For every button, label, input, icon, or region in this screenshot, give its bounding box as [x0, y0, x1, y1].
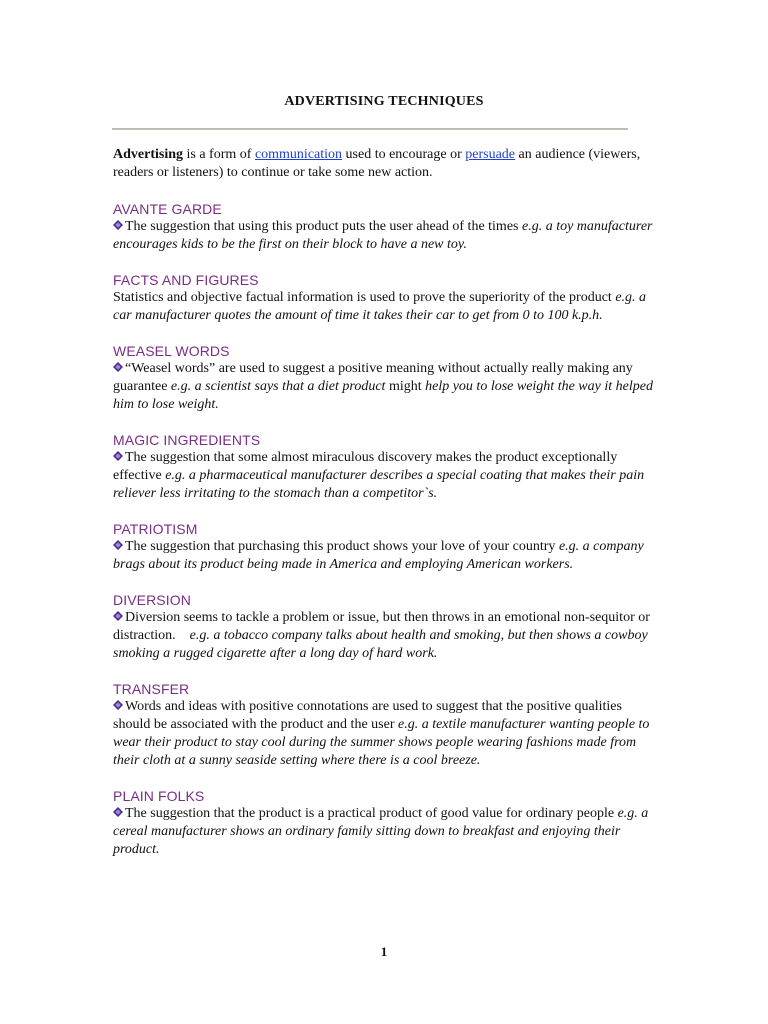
diamond-bullet-icon	[113, 451, 123, 461]
section-heading: PLAIN FOLKS	[113, 788, 205, 804]
section-example: e.g. a cereal manufacturer shows an ordinary family sitting down to breakfast and enjoying their product.	[113, 806, 649, 857]
section-avante-garde	[113, 200, 658, 254]
persuade-link[interactable]: persuade	[465, 147, 516, 162]
intro-term: Advertising	[113, 147, 183, 162]
title-divider	[112, 128, 628, 130]
section-description: Diversion seems to tackle a problem or issue, but then throws in an emotional non-sequitor or distraction.	[113, 610, 654, 643]
section-heading: TRANSFER	[113, 681, 190, 697]
section-magic-ingredients	[113, 431, 658, 503]
intro-text-1: is a form of	[183, 147, 255, 162]
section-example: e.g. a pharmaceutical manufacturer describes a special coating that makes their pain reliever less irritating to the stomach than a competitor`s.	[113, 468, 645, 501]
section-connector: might	[385, 379, 426, 394]
section-text	[113, 360, 658, 414]
page-number: 1	[380, 944, 388, 959]
section-description: Words and ideas with positive connotations are used to suggest that the positive qualities should be associated with the product and the user	[113, 699, 622, 732]
section-text	[113, 698, 658, 770]
diamond-bullet-icon	[113, 362, 123, 372]
section-example: e.g. a textile manufacturer wanting people to wear their product to stay cool during the summer shows people wearing fashions made from their cloth at a sunny seaside setting where there is a cool breeze.	[113, 717, 650, 768]
diamond-bullet-icon	[113, 807, 123, 817]
diamond-bullet-icon	[113, 700, 123, 710]
section-patriotism	[113, 520, 658, 574]
diamond-bullet-icon	[113, 540, 123, 550]
section-example: e.g. a toy manufacturer encourages kids to be the first on their block to have a new toy.	[113, 219, 653, 252]
section-text	[113, 218, 658, 254]
section-example: e.g. a company brags about its product being made in America and employing American workers.	[113, 539, 644, 572]
section-heading: DIVERSION	[113, 592, 191, 608]
section-heading: WEASEL WORDS	[113, 343, 230, 359]
section-transfer	[113, 680, 658, 770]
section-heading: AVANTE GARDE	[113, 201, 222, 217]
section-example-continued: help you to lose weight the way it helped him to lose weight.	[113, 379, 653, 412]
section-facts-and-figures	[113, 271, 658, 325]
diamond-bullet-icon	[113, 220, 123, 230]
section-diversion	[113, 591, 658, 663]
section-text	[113, 538, 658, 574]
communication-link[interactable]: communication	[254, 147, 343, 162]
section-example: e.g. a scientist says that a diet product	[170, 379, 386, 394]
section-text	[113, 289, 658, 325]
section-heading: FACTS AND FIGURES	[113, 272, 259, 288]
section-text	[113, 609, 658, 663]
section-description: “Weasel words” are used to suggest a positive meaning without actually really making any guarantee	[113, 361, 633, 394]
section-example: e.g. a tobacco company talks about health and smoking, but then shows a cowboy smoking a rugged cigarette after a long day of hard work.	[113, 628, 648, 661]
section-description: Statistics and objective factual information is used to prove the superiority of the product	[113, 290, 616, 305]
section-text	[113, 449, 658, 503]
document-body	[113, 146, 658, 876]
intro-text-3: an audience (viewers, readers or listeners) to continue or take some new action.	[113, 147, 641, 180]
section-description: The suggestion that using this product puts the user ahead of the times	[125, 219, 522, 234]
section-heading: MAGIC INGREDIENTS	[113, 432, 261, 448]
document-title: ADVERTISING TECHNIQUES	[284, 94, 484, 109]
section-text	[113, 805, 658, 859]
intro-text-2: used to encourage or	[342, 147, 466, 162]
section-description: The suggestion that the product is a practical product of good value for ordinary people	[125, 806, 618, 821]
section-description: The suggestion that some almost miraculous discovery makes the product exceptionally effective	[113, 450, 618, 483]
section-weasel-words	[113, 342, 658, 414]
intro-paragraph	[113, 146, 658, 182]
diamond-bullet-icon	[113, 611, 123, 621]
section-description: The suggestion that purchasing this product shows your love of your country	[125, 539, 559, 554]
section-plain-folks	[113, 787, 658, 859]
section-example: e.g. a car manufacturer quotes the amount of time it takes their car to get from 0 to 100 k.p.h.	[113, 290, 647, 323]
section-heading: PATRIOTISM	[113, 521, 198, 537]
